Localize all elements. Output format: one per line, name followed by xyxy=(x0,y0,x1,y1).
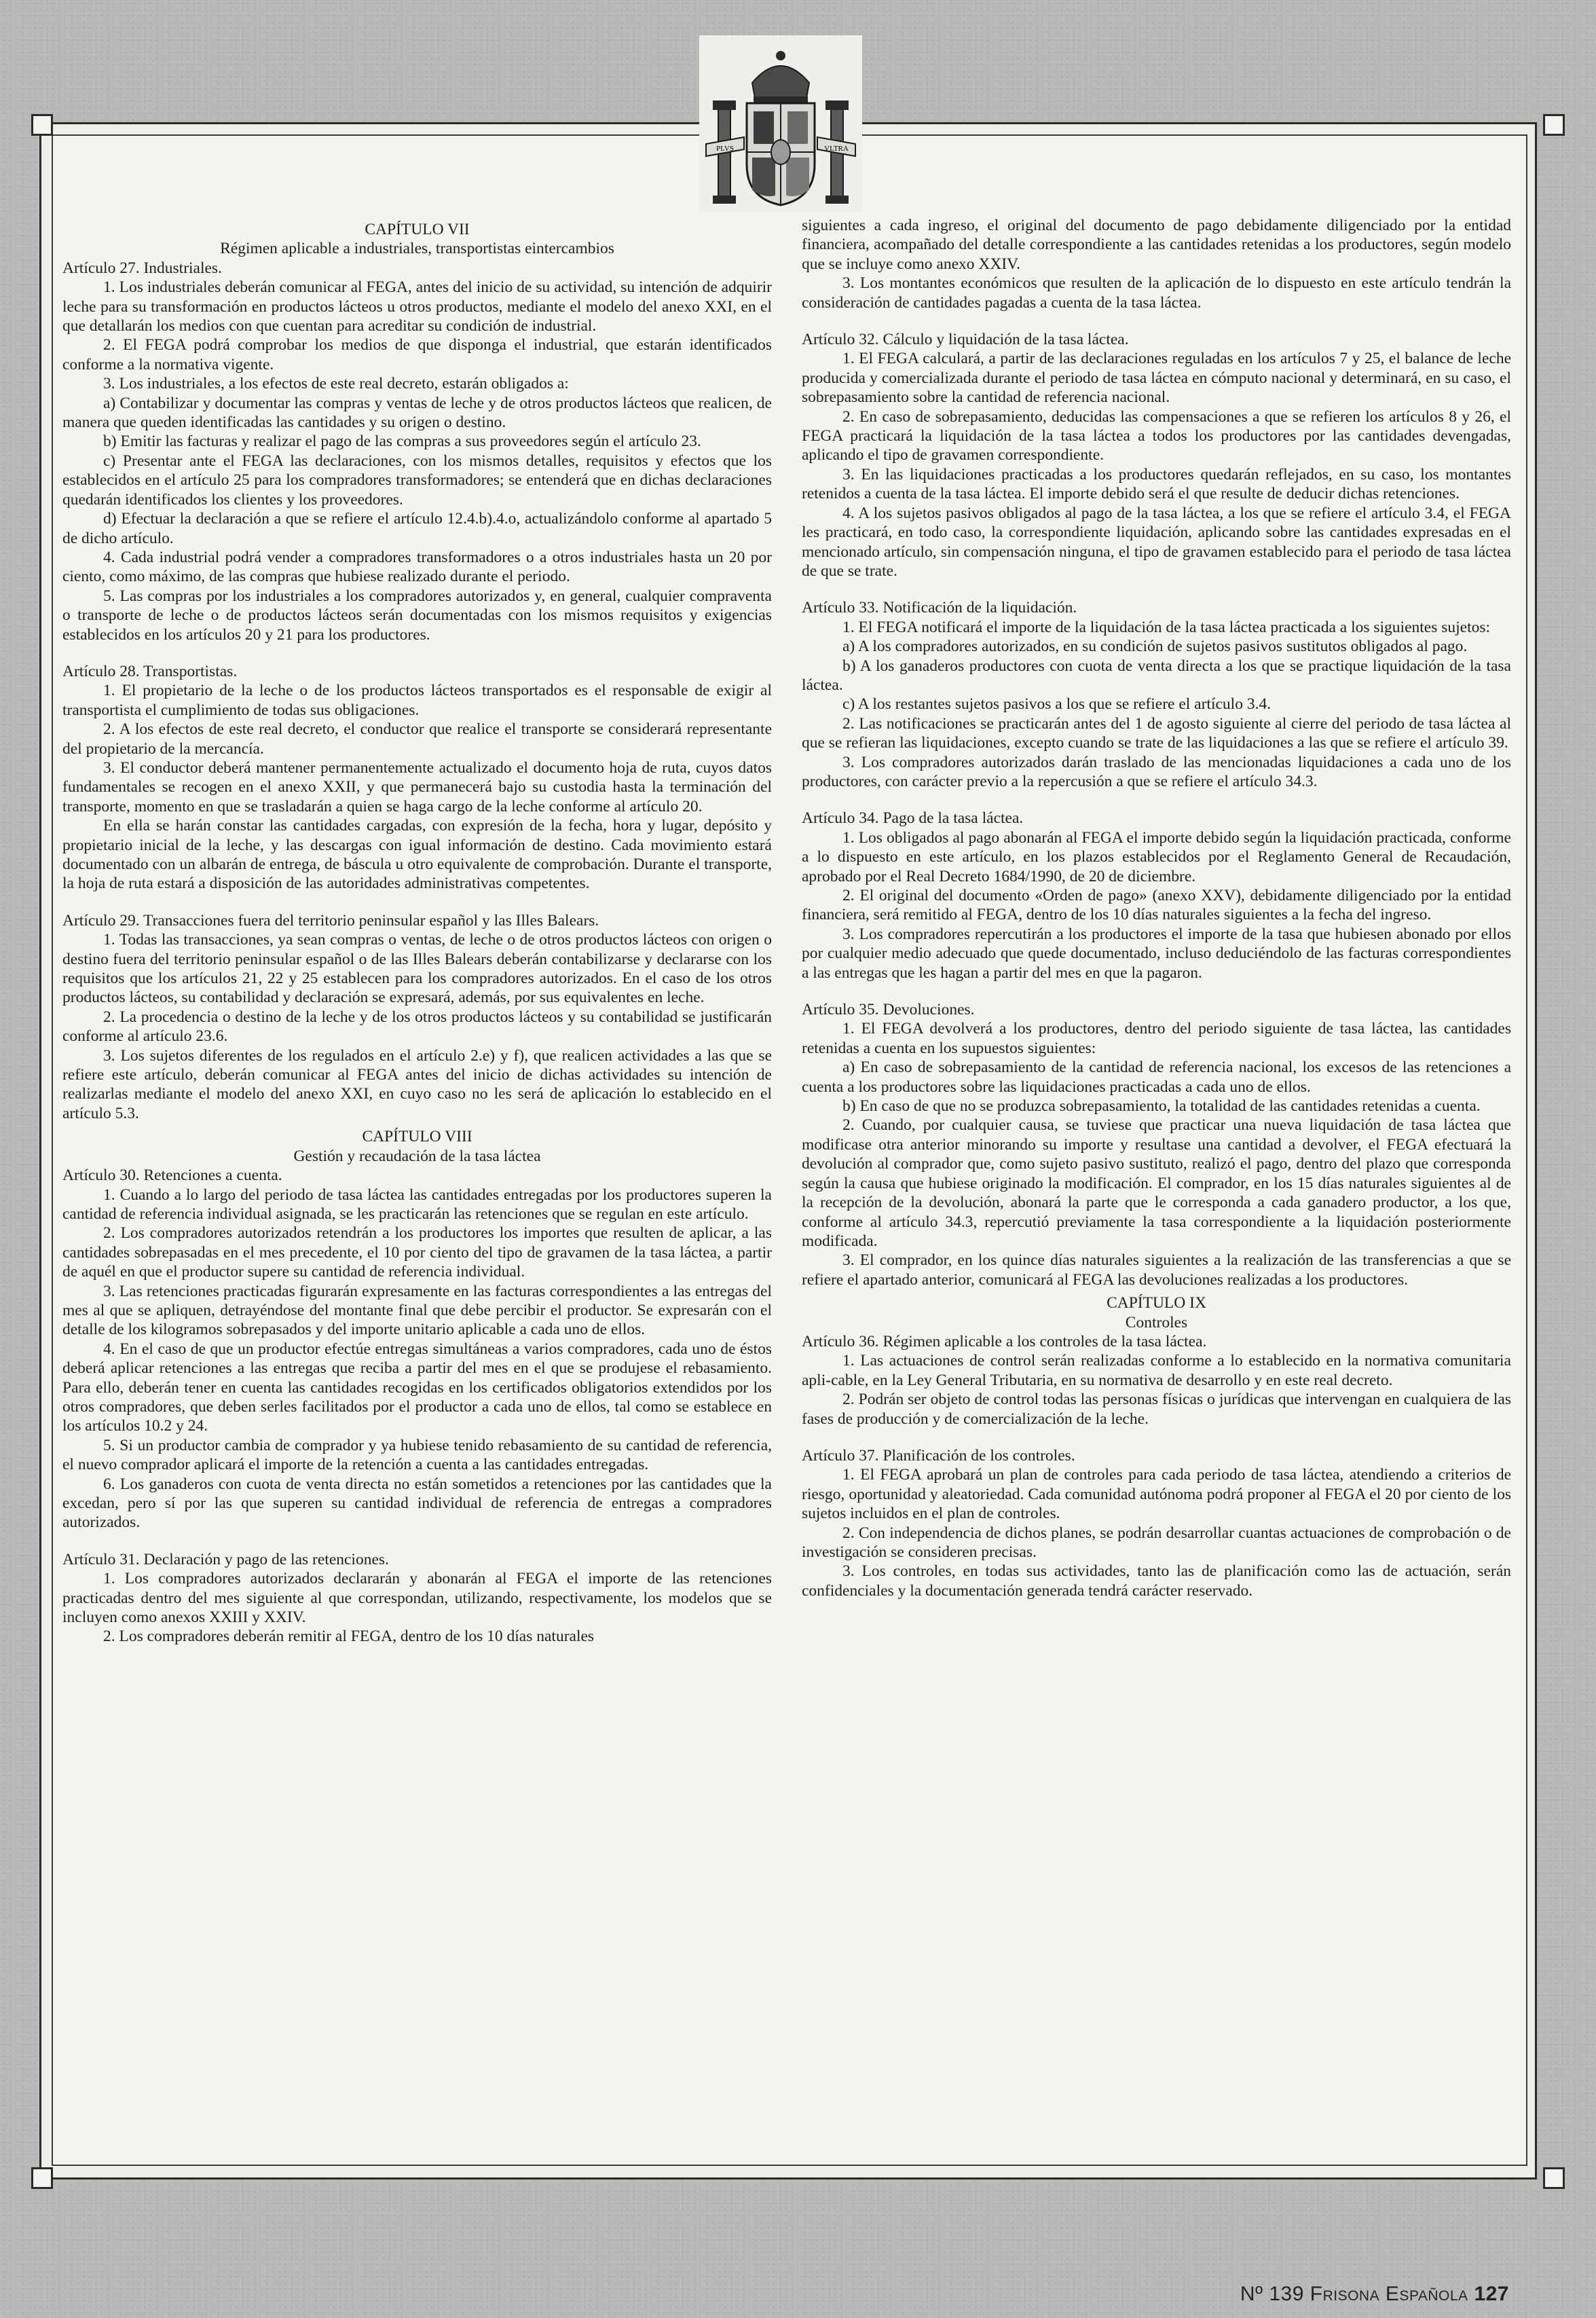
paragraph: 1. El propietario de la leche o de los productos lácteos transportados es el responsable de exigir al transportista el cumplimiento de todas sus obligaciones. xyxy=(62,682,772,719)
paragraph-spacer xyxy=(802,982,1511,1000)
paragraph: 3. Los controles, en todas sus actividades, tanto las de planificación como las de actuación, serán confidenciales y la documentación generada tendrá carácter reservado. xyxy=(802,1562,1511,1600)
paragraph: 2. El FEGA podrá comprobar los medios de que disponga el industrial, que estarán identificados conforme a la normativa vigente. xyxy=(62,336,772,373)
article-heading: Artículo 28. Transportistas. xyxy=(62,662,238,680)
svg-text:PLVS: PLVS xyxy=(716,145,734,153)
paragraph: 4. En el caso de que un productor efectúe entregas simultáneas a varios compradores, cada uno de éstos deberá aplicar retenciones a las entregas que reciba a partir del mes en el que se produjese el rebasamiento. Para ello, deberán tener en cuenta las cantidades recogidas en los certificados obligatorios extendidos por los otros compradores, que deben serles facilitados por el productor a cada uno de ellos, tal como se establece en los artículos 10.2 y 24. xyxy=(62,1340,772,1435)
paragraph: 2. Podrán ser objeto de control todas las personas físicas o jurídicas que intervengan en cualquiera de las fases de producción y de comercialización de la leche. xyxy=(802,1391,1511,1428)
chapter-subtitle: Gestión y recaudación de la tasa láctea xyxy=(293,1147,541,1165)
paragraph: 3. El comprador, en los quince días naturales siguientes a la realización de las transferencias a que se refiere el apartado anterior, comunicará al FEGA las devoluciones realizadas a los productores. xyxy=(802,1251,1511,1289)
paragraph: 1. Cuando a lo largo del periodo de tasa láctea las cantidades entregadas por los productores superen la cantidad de referencia individual asignada, se les practicarán las retenciones que se regulan en este artículo. xyxy=(62,1185,772,1223)
frame-corner xyxy=(1543,2167,1565,2189)
paragraph: 4. Cada industrial podrá vender a compradores transformadores o a otros industriales hasta un 20 por ciento, como máximo, de las compras que hubiese realizado durante el periodo. xyxy=(62,548,772,586)
page-number: 127 xyxy=(1474,2283,1509,2305)
paragraph: 3. Los montantes económicos que resulten de la aplicación de lo dispuesto en este artículo tendrán la consideración de cantidades pagadas a cuenta de la tasa láctea. xyxy=(802,274,1511,312)
issue-number: Nº 139 xyxy=(1240,2283,1304,2305)
frame-corner xyxy=(31,2167,53,2189)
paragraph-spacer xyxy=(802,1429,1511,1446)
article-heading: Artículo 35. Devoluciones. xyxy=(802,1001,975,1019)
frame-corner xyxy=(1543,114,1565,136)
article-heading: Artículo 27. Industriales. xyxy=(62,259,222,277)
paragraph: 5. Si un productor cambia de comprador y ya hubiese tenido rebasamiento de su cantidad de referencia, el nuevo comprador aplicará el importe de la retención a cuenta a las cantidades entregadas. xyxy=(62,1436,772,1474)
paragraph-spacer xyxy=(62,644,772,662)
paragraph-spacer xyxy=(62,894,772,911)
paragraph: 4. A los sujetos pasivos obligados al pago de la tasa láctea, a los que se refiere el artículo 3.4, el FEGA les practicará, en todo caso, la correspondiente liquidación, aplicando sobre las cantidades expresadas en el mencionado artículo, sin compensación ninguna, el tipo de gravamen establecido para el periodo de tasa láctea de que se trate. xyxy=(802,504,1511,580)
paragraph: 6. Los ganaderos con cuota de venta directa no están sometidos a retenciones por las cantidades que la excedan, pero sí por las que superen su cantidad individual de referencia de entregas a compradores autorizados. xyxy=(62,1475,772,1532)
paragraph: 5. Las compras por los industriales a los compradores autorizados y, en general, cualquier compraventa o transporte de leche o de productos lácteos serán documentadas con los mismos requisitos y exigencias establecidos en los artículos 20 y 21 para los productores. xyxy=(62,587,772,644)
paragraph: 1. El FEGA calculará, a partir de las declaraciones reguladas en los artículos 7 y 25, el balance de leche producida y comercializada durante el periodo de tasa láctea en cómputo nacional y determinará, en su caso, el sobrepasamiento sobre la cantidad de referencia nacional. xyxy=(802,350,1511,407)
chapter-heading: CAPÍTULO VII xyxy=(365,221,470,238)
paragraph: 1. Las actuaciones de control serán realizadas conforme a lo establecido en la normativa comunitaria apli-cable, en la Ley General Tributaria, en su normativa de desarrollo y en este real decreto. xyxy=(802,1352,1511,1389)
paragraph: c) Presentar ante el FEGA las declaraciones, con los mismos detalles, requisitos y efectos que los establecidos en el artículo 25 para los compradores transformadores; se entenderá que en dichas declaraciones quedarán identificados los clientes y los proveedores. xyxy=(62,452,772,509)
coat-of-arms-icon xyxy=(699,35,862,212)
paragraph: 1. Los compradores autorizados declararán y abonarán al FEGA el importe de las retenciones practicadas dentro del mes siguiente al que correspondan, utilizando, respectivamente, los modelos que se incluyen como anexos XXIII y XXIV. xyxy=(62,1570,772,1627)
article-columns xyxy=(62,216,1511,2151)
article-heading: siguientes a cada ingreso, el original del documento de pago debidamente diligenciado por la entidad financiera, acompañado del detalle correspondiente a las cantidades retenidas a los productores, según modelo que se incluye como anexo XXIV. xyxy=(802,217,1511,273)
paragraph: 2. El original del documento «Orden de pago» (anexo XXV), debidamente diligenciado por la entidad financiera, será remitido al FEGA, dentro de los 10 días naturales siguientes a la fecha del ingreso. xyxy=(802,887,1511,924)
paragraph: 2. Cuando, por cualquier causa, se tuviese que practicar una nueva liquidación de tasa láctea que modificase otra anterior minorando su importe y resultase una cantidad a devolver, el FEGA efectuará la devolución al comprador que, como sujeto pasivo sustituto, realizó el pago, dentro del plazo que corresponda según la causa que hubiese originado la modificación. El comprador, en los 15 días naturales siguientes al de la recepción de la devolución, abonará la parte que le corresponda a cada ganadero productor, a los que, conforme al artículo 34.3, repercutió previamente la tasa correspondiente a la liquidación posteriormente modificada. xyxy=(802,1116,1511,1250)
paragraph: a) Contabilizar y documentar las compras y ventas de leche y de otros productos lácteos que realicen, de manera que queden identificadas las cantidades y su origen o destino. xyxy=(62,394,772,432)
article-heading: Artículo 33. Notificación de la liquidación. xyxy=(802,599,1077,617)
paragraph: 2. Con independencia de dichos planes, se podrán desarrollar cuantas actuaciones de comprobación o de investigación se consideren precisas. xyxy=(802,1524,1511,1561)
paragraph: 1. Todas las transacciones, ya sean compras o ventas, de leche o de otros productos lácteos con origen o destino fuera del territorio peninsular español o de las Illes Balears deberán contabilizarse y declararse con los requisitos que los artículos 21, 22 y 25 establecen para los compradores autorizados. En el caso de los otros productos lácteos, su contabilidad y declaración se expresará, además, por sus equivalentes en leche. xyxy=(62,931,772,1007)
paragraph: 1. El FEGA devolverá a los productores, dentro del periodo siguiente de tasa láctea, las cantidades retenidas a cuenta en los supuestos siguientes: xyxy=(802,1020,1511,1057)
article-heading: Artículo 30. Retenciones a cuenta. xyxy=(62,1166,282,1185)
magazine-name: Frisona Española xyxy=(1310,2283,1468,2305)
paragraph: 1. El FEGA notificará el importe de la liquidación de la tasa láctea practicada a los siguientes sujetos: xyxy=(842,618,1491,636)
svg-text:VLTRA: VLTRA xyxy=(824,145,849,153)
chapter-subtitle: Régimen aplicable a industriales, transportistas eintercambios xyxy=(220,240,614,258)
chapter-heading: CAPÍTULO VIII xyxy=(362,1128,472,1146)
paragraph: 2. Las notificaciones se practicarán antes del 1 de agosto siguiente al cierre del periodo de tasa láctea al que se refieran las liquidaciones, excepto cuando se trate de las liquidaciones a las que se refiere el artículo 39. xyxy=(802,714,1511,752)
paragraph: 3. Los sujetos diferentes de los regulados en el artículo 2.e) y f), que realicen actividades a las que se refiere este artículo, deberán comunicar al FEGA antes del inicio de dichas actividades su intención de realizarlas mediante el modelo del anexo XXI, en cuyo caso no les será de aplicación lo establecido en el artículo 5.3. xyxy=(62,1046,772,1122)
paragraph: 3. Los compradores repercutirán a los productores el importe de la tasa que hubiesen abonado por ellos por cualquier medio adecuado que quede documentado, incluso deduciéndolo de las facturas correspondientes a las entregas que les hagan a partir del mes en que la pagaron. xyxy=(802,925,1511,982)
paragraph: b) En caso de que no se produzca sobrepasamiento, la totalidad de las cantidades retenidas a cuenta. xyxy=(842,1097,1481,1116)
paragraph: 3. Los compradores autorizados darán traslado de las mencionadas liquidaciones a cada uno de los productores, con carácter previo a la repercusión a que se refiere el artículo 34.3. xyxy=(802,753,1511,790)
chapter-subtitle: Controles xyxy=(1125,1313,1188,1331)
article-heading: Artículo 31. Declaración y pago de las retenciones. xyxy=(62,1550,389,1568)
paragraph: b) A los ganaderos productores con cuota de venta directa a los que se practique liquidación de la tasa láctea. xyxy=(802,657,1511,694)
chapter-heading: CAPÍTULO IX xyxy=(1107,1294,1206,1312)
paragraph: 2. En caso de sobrepasamiento, deducidas las compensaciones a que se refieren los artículos 8 y 26, el FEGA practicará la liquidación de la tasa láctea a todos los productores por las cantidades devengadas, aplicando el tipo de gravamen correspondiente. xyxy=(802,407,1511,464)
page-footer xyxy=(1240,2283,1509,2306)
paragraph-spacer xyxy=(62,1532,772,1550)
paragraph-spacer xyxy=(802,581,1511,598)
paragraph: 2. Los compradores autorizados retendrán a los productores los importes que resulten de aplicar, a las cantidades sobrepasadas en el mes precedente, el 10 por ciento del tipo de gravamen de la tasa láctea, a partir de aquél en que el productor supere su cantidad de referencia individual. xyxy=(62,1224,772,1281)
article-heading: Artículo 37. Planificación de los controles. xyxy=(802,1446,1075,1465)
paragraph-spacer xyxy=(802,312,1511,330)
paragraph: 3. El conductor deberá mantener permanentemente actualizado el documento hoja de ruta, cuyos datos fundamentales se recogen en el anexo XXII, y que permanecerá bajo su custodia hasta la terminación del transporte, momento en que se trasladarán a quien se haga cargo de la leche conforme al artículo 20. xyxy=(62,758,772,815)
paragraph: 3. Los industriales, a los efectos de este real decreto, estarán obligados a: xyxy=(103,375,569,393)
article-heading: Artículo 32. Cálculo y liquidación de la tasa láctea. xyxy=(802,331,1129,349)
paragraph: c) A los restantes sujetos pasivos a los que se refiere el artículo 3.4. xyxy=(842,695,1272,714)
article-heading: Artículo 36. Régimen aplicable a los controles de la tasa láctea. xyxy=(802,1332,1207,1350)
paragraph: 3. En las liquidaciones practicadas a los productores quedarán reflejados, en su caso, los montantes retenidos a cuenta de la tasa láctea. El importe debido será el que resulte de deducir dichas retenciones. xyxy=(802,465,1511,503)
paragraph: a) A los compradores autorizados, en su condición de sujetos pasivos sustitutos obligados al pago. xyxy=(842,638,1468,656)
left-column xyxy=(62,216,772,2151)
paragraph: d) Efectuar la declaración a que se refiere el artículo 12.4.b).4.o, actualizándolo conforme al apartado 5 de dicho artículo. xyxy=(62,510,772,547)
paragraph: a) En caso de sobrepasamiento de la cantidad de referencia nacional, los excesos de las retenciones a cuenta a los productores sobre las liquidaciones practicadas a cada uno de ellos. xyxy=(802,1059,1511,1096)
paragraph-spacer xyxy=(802,791,1511,809)
article-heading: Artículo 34. Pago de la tasa láctea. xyxy=(802,809,1024,828)
paragraph: 1. Los industriales deberán comunicar al FEGA, antes del inicio de su actividad, su intención de adquirir leche para su transformación en productos lácteos u otros productos, mediante el modelo del anexo XXI, en el que detallarán los medios con que cuentan para acreditar su condición de industrial. xyxy=(62,278,772,335)
paragraph: 3. Las retenciones practicadas figurarán expresamente en las facturas correspondientes a las entregas del mes al que se apliquen, detrayéndose del montante final que debe percibir el productor. Se expresarán con el detalle de los kilogramos sobrepasados y del importe unitario aplicable a cada uno de ellos. xyxy=(62,1282,772,1339)
paragraph: 2. A los efectos de este real decreto, el conductor que realice el transporte se considerará representante del propietario de la mercancía. xyxy=(62,720,772,758)
paragraph: 1. El FEGA aprobará un plan de controles para cada periodo de tasa láctea, atendiendo a criterios de riesgo, oportunidad y aleatoriedad. Cada comunidad autónoma podrá proponer al FEGA el 20 por ciento de los sujetos incluidos en el plan de controles. xyxy=(802,1466,1511,1523)
frame-corner xyxy=(31,114,53,136)
paragraph: 2. La procedencia o destino de la leche y de los otros productos lácteos y su contabilidad se justificarán conforme al artículo 23.6. xyxy=(62,1008,772,1046)
paragraph: 2. Los compradores deberán remitir al FEGA, dentro de los 10 días naturales xyxy=(103,1627,595,1646)
paragraph: En ella se harán constar las cantidades cargadas, con expresión de la fecha, hora y lugar, depósito y propietario inicial de la leche, y las descargas con igual información de destino. Cada movimiento estará documentado con un albarán de entrega, de báscula u otro equivalente de comprobación. Durante el transporte, la hoja de ruta estará a disposición de las autoridades administrativas competentes. xyxy=(62,817,772,893)
right-column xyxy=(802,216,1511,2151)
paragraph: b) Emitir las facturas y realizar el pago de las compras a sus proveedores según el artículo 23. xyxy=(103,433,701,451)
article-heading: Artículo 29. Transacciones fuera del territorio peninsular español y las Illes Balears. xyxy=(62,911,599,930)
paragraph: 1. Los obligados al pago abonarán al FEGA el importe debido según la liquidación practicada, conforme a lo dispuesto en este artículo, en los plazos establecidos por el Reglamento General de Recaudación, aprobado por el Real Decreto 1684/1990, de 20 de diciembre. xyxy=(802,828,1511,885)
